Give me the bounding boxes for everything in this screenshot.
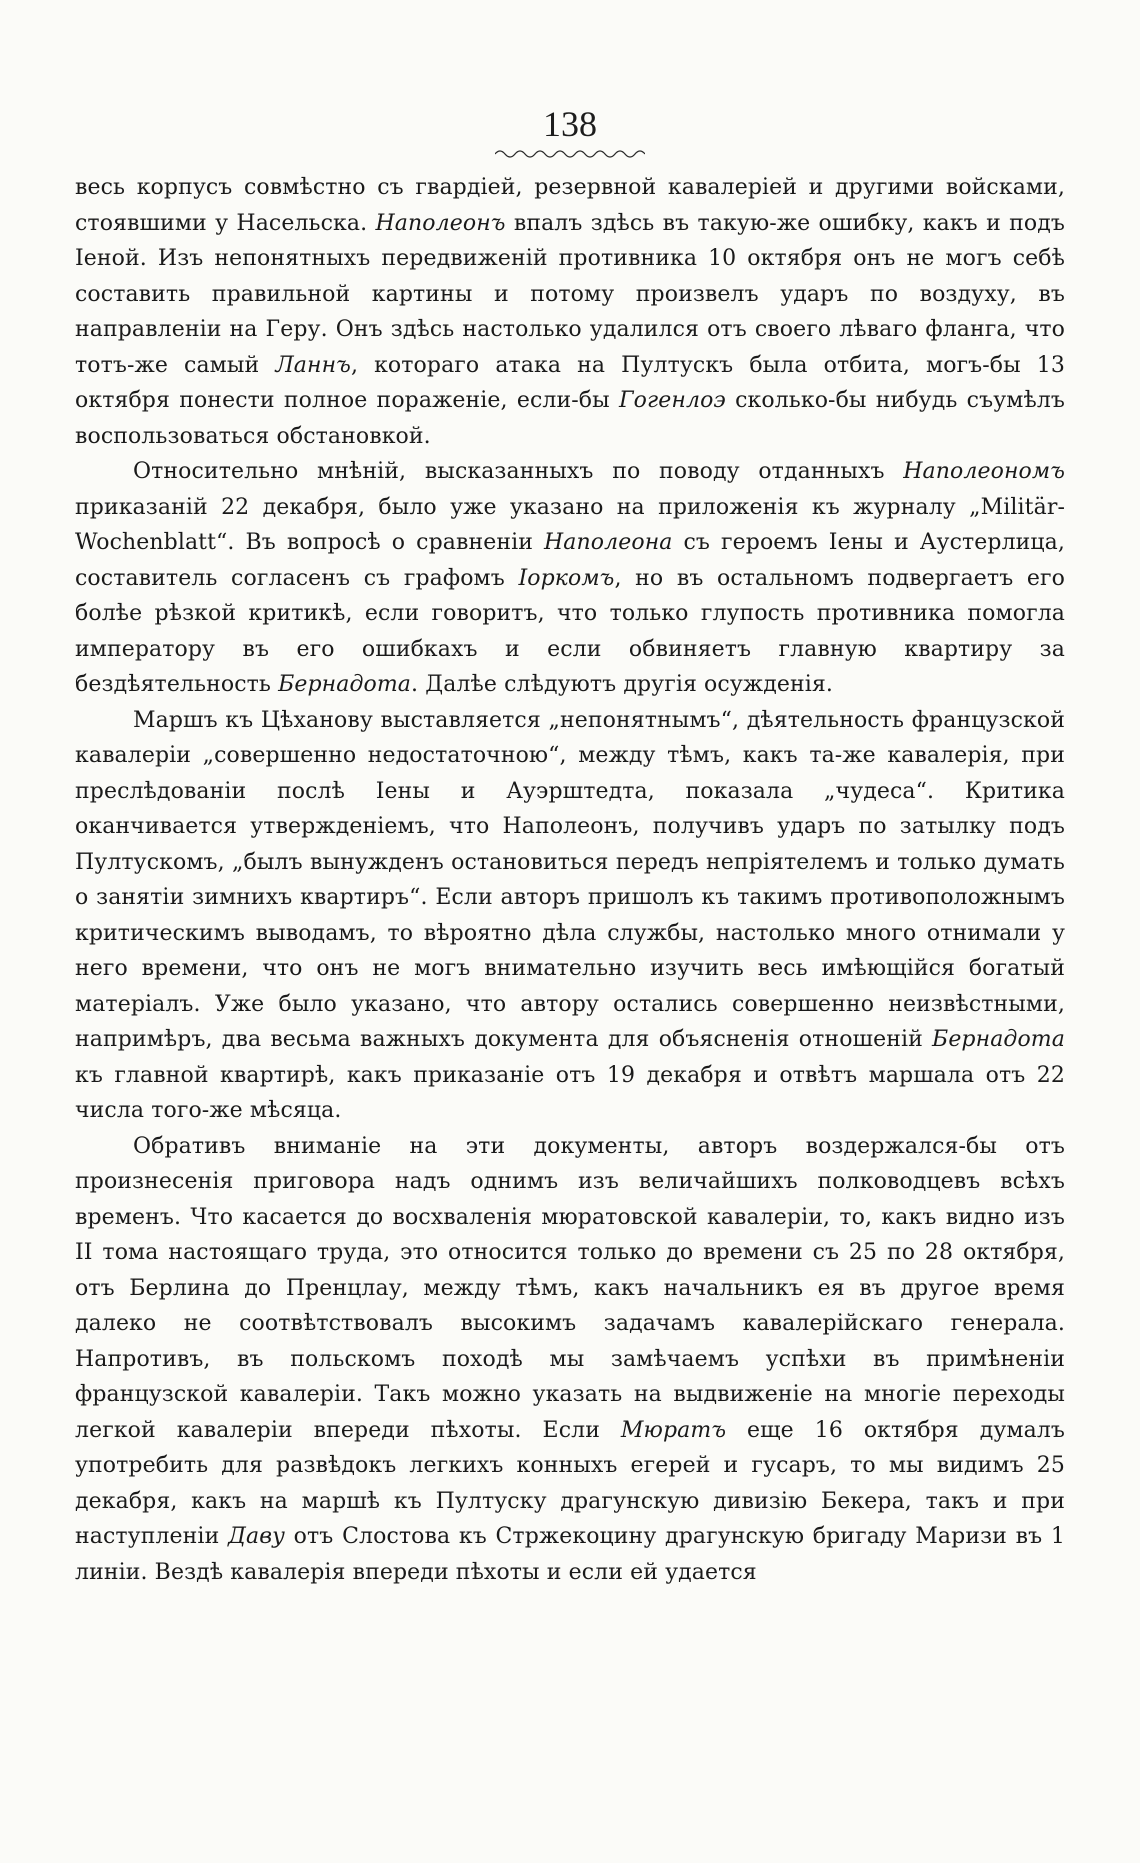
text-run: весь корпусъ совмѣстно съ гвардіей, резервной кавалеріей и другими войсками, стоявшими у Насельска. <box>75 175 1065 236</box>
paragraph <box>75 703 1065 1129</box>
italic-name: Бернадота <box>932 1027 1065 1052</box>
text-run: сколько-бы нибудь съумѣлъ воспользоваться обстановкой. <box>75 388 1065 449</box>
page-text <box>75 170 1065 1590</box>
text-run: къ главной квартирѣ, какъ приказаніе отъ 19 декабря и отвѣтъ маршала отъ 22 числа того-же мѣсяца. <box>75 1062 1065 1123</box>
text-run: съ героемъ Іены и Аустерлица, составитель согласенъ съ графомъ <box>75 530 1065 591</box>
text-run: впалъ здѣсь въ такую-же ошибку, какъ и подъ Іеной. Изъ непонятныхъ передвиженій противника 10 октября онъ не могъ себѣ составить правильной картины и потому произвелъ ударъ по воздуху, въ направленіи на Геру. Онъ здѣсь настолько удалился отъ своего лѣваго фланга, что тотъ-же самый <box>75 210 1065 378</box>
italic-name: Ланнъ <box>275 352 351 378</box>
italic-name: Наполеономъ <box>903 459 1065 484</box>
italic-name: Іоркомъ <box>518 565 615 591</box>
paragraph <box>75 454 1065 703</box>
text-run: приказаній 22 декабря, было уже указано на приложенія къ журналу „Militär-Wochenblatt“. Въ вопросѣ о сравненіи <box>75 494 1065 555</box>
italic-name: Бернадота <box>278 672 412 697</box>
text-run: еще 16 октября думалъ употребить для развѣдокъ легкихъ конныхъ егерей и гусаръ, то мы видимъ 25 декабря, какъ на маршѣ къ Пултуску драгунскую дивизію Бекера, такъ и при наступленіи <box>75 1417 1065 1549</box>
italic-name: Наполеонъ <box>375 210 506 236</box>
text-run: Маршъ къ Цѣханову выставляется „непонятнымъ“, дѣятельность французской кавалеріи „совершенно недостаточною“, между тѣмъ, какъ та-же кавалерія, при преслѣдованіи послѣ Іены и Ауэрштедта, показала „чудеса“. Критика оканчивается утвержденіемъ, что Наполеонъ, получивъ ударъ по затылку подъ Пултускомъ, „былъ вынужденъ остановиться передъ непріятелемъ и только думать о занятіи зимнихъ квартиръ“. Если авторъ пришолъ къ такимъ противоположнымъ критическимъ выводамъ, то вѣроятно дѣла службы, настолько много отнимали у него времени, что онъ не могъ внимательно изучить весь имѣющійся богатый матеріалъ. Уже было указано, что автору остались совершенно неизвѣстными, напримѣръ, два весьма важныхъ документа для объясненія отношеній <box>75 707 1065 1052</box>
wavy-rule-ornament <box>495 148 645 160</box>
paragraph <box>75 1129 1065 1591</box>
italic-name: Наполеона <box>544 530 673 555</box>
text-run: Относительно мнѣній, высказанныхъ по поводу отданныхъ <box>133 459 904 484</box>
italic-name: Мюратъ <box>620 1417 727 1443</box>
text-run: Обративъ вниманіе на эти документы, авторъ воздержался-бы отъ произнесенія приговора надъ однимъ изъ величайшихъ полководцевъ всѣхъ временъ. Что касается до восхваленія мюратовской кавалеріи, то, какъ видно изъ II тома настоящаго труда, это относится только до времени съ 25 по 28 октября, отъ Берлина до Пренцлау, между тѣмъ, какъ начальникъ ея въ другое время далеко не соотвѣтствовалъ высокимъ задачамъ кавалерійскаго генерала. Напротивъ, въ польскомъ походѣ мы замѣчаемъ успѣхи въ примѣненіи французской кавалеріи. Такъ можно указать на выдвиженіе на многіе переходы легкой кавалеріи впереди пѣхоты. Если <box>75 1133 1065 1443</box>
text-run: . Далѣе слѣдуютъ другія осужденія. <box>411 672 833 697</box>
italic-name: Гогенлоэ <box>619 388 726 413</box>
text-run: , котораго атака на Пултускъ была отбита, могъ-бы 13 октября понести полное пораженіе, если-бы <box>75 352 1065 413</box>
italic-name: Даву <box>228 1524 285 1549</box>
text-run: отъ Слостова къ Стржекоцину драгунскую бригаду Маризи въ 1 линіи. Вездѣ кавалерія впереди пѣхоты и если ей удается <box>75 1524 1065 1585</box>
page-number: 138 <box>543 104 597 144</box>
paragraph <box>75 170 1065 454</box>
text-run: , но въ остальномъ подвергаетъ его болѣе рѣзкой критикѣ, если говоритъ, что только глупость противника помогла императору въ его ошибкахъ и если обвиняетъ главную квартиру за бездѣятельность <box>75 565 1065 697</box>
